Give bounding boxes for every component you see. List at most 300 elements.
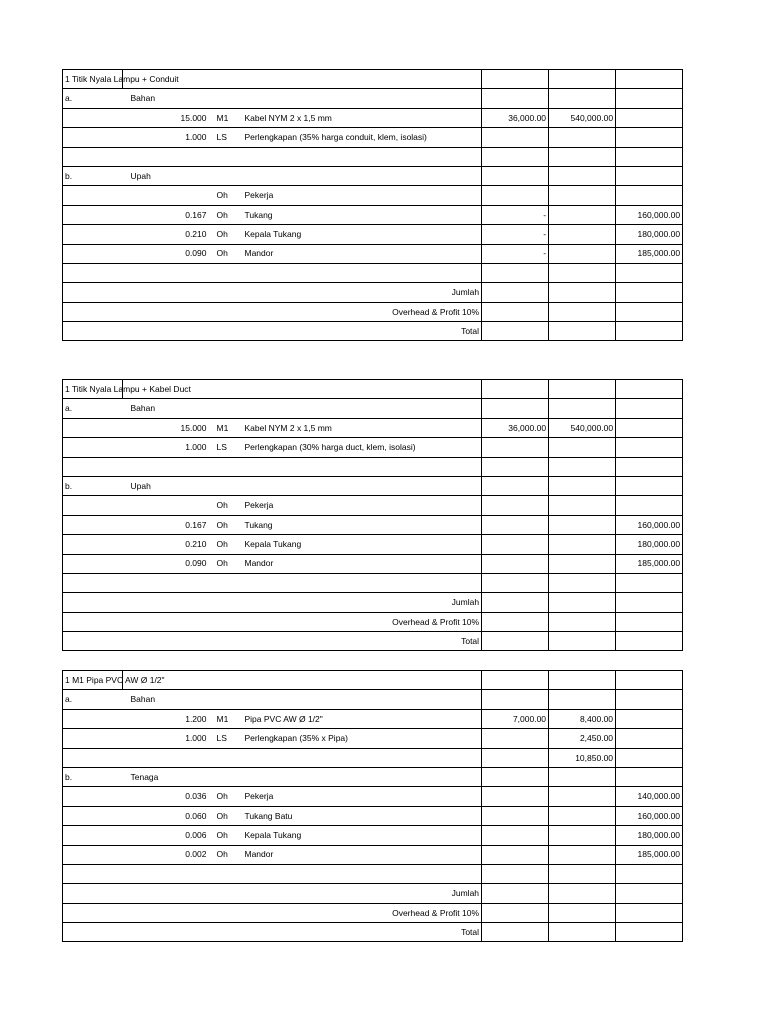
total-label-cell[interactable]: Overhead & Profit 10% [63,612,482,631]
category-cell[interactable] [129,573,153,592]
item-letter-cell[interactable] [63,108,129,127]
unit-cell[interactable]: M1 [209,108,243,127]
total-row [63,923,683,942]
description-cell[interactable]: Tukang [243,205,482,224]
section-title: 1 Titik Nyala Lampu + Conduit [65,73,179,84]
description-cell[interactable] [243,399,482,418]
quantity-cell[interactable] [153,147,209,166]
wage-cell[interactable]: 180,000.00 [616,225,683,244]
item-letter-cell[interactable]: b. [63,476,129,495]
wage-cell[interactable] [616,263,683,282]
wage-cell[interactable]: 185,000.00 [616,244,683,263]
description-cell[interactable]: Kepala Tukang [243,826,482,845]
item-letter-cell[interactable] [63,147,129,166]
unit-price-cell[interactable] [482,748,549,767]
description-cell[interactable]: Pekerja [243,186,482,205]
section-title-cell[interactable] [63,671,482,690]
description-cell[interactable] [243,748,482,767]
unit-price-cell[interactable]: - [482,225,549,244]
amount-cell[interactable] [549,89,616,108]
wage-cell[interactable]: 185,000.00 [616,554,683,573]
quantity-cell[interactable] [153,496,209,515]
quantity-cell[interactable] [153,263,209,282]
quantity-cell[interactable] [153,690,209,709]
amount-cell[interactable] [549,186,616,205]
empty-cell[interactable] [549,903,616,922]
empty-cell[interactable] [549,923,616,942]
wage-cell[interactable]: 180,000.00 [616,826,683,845]
empty-cell[interactable] [482,903,549,922]
description-cell[interactable] [243,263,482,282]
wage-cell[interactable] [616,147,683,166]
unit-cell[interactable]: LS [209,729,243,748]
category-cell[interactable] [129,748,153,767]
wage-cell[interactable]: 160,000.00 [616,205,683,224]
amount-cell[interactable] [549,263,616,282]
category-cell[interactable] [129,709,153,728]
description-cell[interactable] [243,166,482,185]
empty-cell[interactable] [482,322,549,341]
quantity-cell[interactable] [153,748,209,767]
unit-cell[interactable]: Oh [209,205,243,224]
quantity-cell[interactable]: 1.000 [153,438,209,457]
quantity-cell[interactable] [153,476,209,495]
quantity-cell[interactable]: 0.060 [153,806,209,825]
unit-price-cell[interactable] [482,690,549,709]
amount-cell[interactable]: 10,850.00 [549,748,616,767]
table-row [63,205,683,224]
quantity-cell[interactable] [153,166,209,185]
unit-cell[interactable]: Oh [209,186,243,205]
unit-cell[interactable]: Oh [209,826,243,845]
total-label-cell[interactable]: Overhead & Profit 10% [63,302,482,321]
amount-cell[interactable] [549,496,616,515]
amount-cell[interactable] [549,205,616,224]
unit-cell[interactable] [209,89,243,108]
quantity-cell[interactable]: 0.002 [153,845,209,864]
item-letter-cell[interactable] [63,826,129,845]
unit-cell[interactable]: LS [209,128,243,147]
unit-cell[interactable]: Oh [209,845,243,864]
quantity-cell[interactable]: 0.167 [153,515,209,534]
category-cell[interactable] [129,496,153,515]
wage-cell[interactable] [616,476,683,495]
description-cell[interactable] [243,89,482,108]
item-letter-cell[interactable] [63,244,129,263]
total-label-cell[interactable]: Jumlah [63,884,482,903]
category-cell[interactable] [129,108,153,127]
wage-cell[interactable] [616,418,683,437]
quantity-cell[interactable] [153,186,209,205]
wage-cell[interactable] [616,89,683,108]
unit-price-cell[interactable] [482,826,549,845]
item-letter-cell[interactable] [63,573,129,592]
item-letter-cell[interactable] [63,205,129,224]
item-letter-cell[interactable] [63,748,129,767]
wage-cell[interactable] [616,166,683,185]
category-cell[interactable] [129,515,153,534]
amount-cell[interactable] [549,767,616,786]
description-cell[interactable]: Tukang [243,515,482,534]
unit-cell[interactable] [209,147,243,166]
unit-price-cell[interactable] [482,166,549,185]
category-cell[interactable]: Bahan [129,690,153,709]
wage-cell[interactable] [616,748,683,767]
amount-cell[interactable] [549,690,616,709]
table-row [63,244,683,263]
empty-cell[interactable] [549,322,616,341]
total-row [63,283,683,302]
item-letter-cell[interactable] [63,225,129,244]
empty-cell[interactable] [549,70,616,89]
unit-price-cell[interactable] [482,535,549,554]
section-title-cell[interactable] [63,380,482,399]
description-cell[interactable] [243,767,482,786]
category-cell[interactable] [129,457,153,476]
item-letter-cell[interactable] [63,515,129,534]
empty-cell[interactable] [616,671,683,690]
amount-cell[interactable] [549,806,616,825]
category-cell[interactable] [129,438,153,457]
empty-cell[interactable] [616,612,683,631]
category-cell[interactable] [129,418,153,437]
wage-cell[interactable]: 140,000.00 [616,787,683,806]
wage-cell[interactable] [616,709,683,728]
item-letter-cell[interactable]: b. [63,767,129,786]
amount-cell[interactable] [549,457,616,476]
unit-cell[interactable]: Oh [209,225,243,244]
item-letter-cell[interactable]: a. [63,89,129,108]
empty-cell[interactable] [616,903,683,922]
unit-cell[interactable]: Oh [209,496,243,515]
empty-cell[interactable] [616,923,683,942]
empty-cell[interactable] [482,632,549,651]
unit-cell[interactable] [209,864,243,883]
wage-cell[interactable] [616,767,683,786]
unit-price-cell[interactable] [482,496,549,515]
unit-price-cell[interactable] [482,263,549,282]
quantity-cell[interactable] [153,864,209,883]
description-cell[interactable]: Pekerja [243,496,482,515]
unit-cell[interactable]: M1 [209,709,243,728]
empty-cell[interactable] [482,70,549,89]
item-letter-cell[interactable] [63,709,129,728]
description-cell[interactable]: Mandor [243,554,482,573]
category-cell[interactable] [129,729,153,748]
amount-cell[interactable] [549,476,616,495]
unit-cell[interactable]: Oh [209,244,243,263]
unit-cell[interactable]: Oh [209,806,243,825]
total-row [63,632,683,651]
table-row [63,186,683,205]
unit-cell[interactable] [209,457,243,476]
item-letter-cell[interactable] [63,457,129,476]
quantity-cell[interactable]: 1.000 [153,128,209,147]
item-letter-cell[interactable] [63,438,129,457]
category-cell[interactable] [129,845,153,864]
wage-cell[interactable] [616,496,683,515]
unit-cell[interactable] [209,767,243,786]
empty-cell[interactable] [549,612,616,631]
category-cell[interactable] [129,806,153,825]
total-label-cell[interactable]: Jumlah [63,593,482,612]
unit-cell[interactable] [209,166,243,185]
unit-cell[interactable] [209,748,243,767]
table-row [63,748,683,767]
empty-cell[interactable] [549,593,616,612]
total-label-cell[interactable]: Total [63,923,482,942]
empty-cell[interactable] [616,632,683,651]
amount-cell[interactable] [549,438,616,457]
item-letter-cell[interactable] [63,535,129,554]
amount-cell[interactable] [549,147,616,166]
unit-price-cell[interactable]: 36,000.00 [482,418,549,437]
unit-price-cell[interactable] [482,767,549,786]
empty-cell[interactable] [616,593,683,612]
empty-cell[interactable] [549,884,616,903]
quantity-cell[interactable]: 0.167 [153,205,209,224]
unit-price-cell[interactable] [482,573,549,592]
unit-cell[interactable] [209,690,243,709]
unit-price-cell[interactable] [482,457,549,476]
empty-cell[interactable] [482,380,549,399]
description-cell[interactable]: Mandor [243,244,482,263]
description-cell[interactable] [243,690,482,709]
wage-cell[interactable] [616,108,683,127]
description-cell[interactable] [243,147,482,166]
amount-cell[interactable] [549,166,616,185]
category-cell[interactable]: Bahan [129,399,153,418]
wage-cell[interactable] [616,729,683,748]
wage-cell[interactable]: 160,000.00 [616,515,683,534]
category-cell[interactable] [129,263,153,282]
item-letter-cell[interactable]: b. [63,166,129,185]
empty-cell[interactable] [549,671,616,690]
amount-cell[interactable] [549,225,616,244]
amount-cell[interactable]: 540,000.00 [549,108,616,127]
unit-cell[interactable] [209,573,243,592]
unit-price-cell[interactable] [482,89,549,108]
quantity-cell[interactable]: 15.000 [153,418,209,437]
empty-cell[interactable] [549,632,616,651]
total-row [63,593,683,612]
quantity-cell[interactable] [153,573,209,592]
empty-cell[interactable] [549,380,616,399]
category-cell[interactable]: Bahan [129,89,153,108]
unit-price-cell[interactable] [482,845,549,864]
category-cell[interactable]: Tenaga [129,767,153,786]
category-cell[interactable] [129,554,153,573]
amount-cell[interactable]: 8,400.00 [549,709,616,728]
amount-cell[interactable] [549,244,616,263]
wage-cell[interactable]: 185,000.00 [616,845,683,864]
unit-cell[interactable]: LS [209,438,243,457]
quantity-cell[interactable]: 0.006 [153,826,209,845]
amount-cell[interactable] [549,826,616,845]
amount-cell[interactable] [549,573,616,592]
category-cell[interactable]: Upah [129,476,153,495]
unit-price-cell[interactable]: - [482,205,549,224]
item-letter-cell[interactable] [63,418,129,437]
wage-cell[interactable]: 180,000.00 [616,535,683,554]
item-letter-cell[interactable]: a. [63,690,129,709]
empty-cell[interactable] [616,322,683,341]
amount-cell[interactable] [549,845,616,864]
quantity-cell[interactable] [153,767,209,786]
unit-cell[interactable]: Oh [209,554,243,573]
item-letter-cell[interactable] [63,806,129,825]
description-cell[interactable]: Kabel NYM 2 x 1,5 mm [243,418,482,437]
total-label-cell[interactable]: Total [63,632,482,651]
unit-cell[interactable]: Oh [209,515,243,534]
quantity-cell[interactable]: 0.036 [153,787,209,806]
description-cell[interactable]: Perlengkapan (30% harga duct, klem, isolasi) [243,438,482,457]
item-letter-cell[interactable] [63,263,129,282]
quantity-cell[interactable] [153,399,209,418]
unit-cell[interactable] [209,263,243,282]
item-letter-cell[interactable] [63,864,129,883]
empty-cell[interactable] [616,380,683,399]
amount-cell[interactable] [549,535,616,554]
description-cell[interactable]: Kepala Tukang [243,225,482,244]
empty-cell[interactable] [616,302,683,321]
description-cell[interactable]: Perlengkapan (35% x Pipa) [243,729,482,748]
unit-price-cell[interactable] [482,864,549,883]
category-cell[interactable] [129,225,153,244]
unit-price-cell[interactable]: - [482,244,549,263]
amount-cell[interactable] [549,399,616,418]
empty-cell[interactable] [482,671,549,690]
category-cell[interactable] [129,787,153,806]
table-row [63,709,683,728]
unit-price-cell[interactable] [482,515,549,534]
quantity-cell[interactable]: 0.090 [153,244,209,263]
description-cell[interactable] [243,476,482,495]
category-cell[interactable] [129,244,153,263]
wage-cell[interactable] [616,438,683,457]
amount-cell[interactable] [549,515,616,534]
empty-cell[interactable] [616,70,683,89]
description-cell[interactable]: Pekerja [243,787,482,806]
description-cell[interactable] [243,457,482,476]
wage-cell[interactable] [616,690,683,709]
description-cell[interactable]: Perlengkapan (35% harga conduit, klem, isolasi) [243,128,482,147]
amount-cell[interactable]: 540,000.00 [549,418,616,437]
quantity-cell[interactable]: 0.090 [153,554,209,573]
unit-cell[interactable] [209,476,243,495]
category-cell[interactable] [129,205,153,224]
quantity-cell[interactable]: 0.210 [153,535,209,554]
item-letter-cell[interactable] [63,496,129,515]
category-cell[interactable] [129,186,153,205]
wage-cell[interactable] [616,457,683,476]
quantity-cell[interactable]: 0.210 [153,225,209,244]
quantity-cell[interactable] [153,457,209,476]
wage-cell[interactable] [616,399,683,418]
description-cell[interactable]: Tukang Batu [243,806,482,825]
empty-cell[interactable] [616,884,683,903]
description-cell[interactable]: Kepala Tukang [243,535,482,554]
wage-cell[interactable] [616,573,683,592]
item-letter-cell[interactable] [63,845,129,864]
empty-cell[interactable] [549,283,616,302]
total-row [63,903,683,922]
unit-cell[interactable]: M1 [209,418,243,437]
category-cell[interactable] [129,864,153,883]
description-cell[interactable] [243,573,482,592]
unit-cell[interactable]: Oh [209,535,243,554]
unit-price-cell[interactable] [482,128,549,147]
amount-cell[interactable]: 2,450.00 [549,729,616,748]
section-title-cell[interactable] [63,70,482,89]
category-cell[interactable]: Upah [129,166,153,185]
wage-cell[interactable] [616,864,683,883]
empty-cell[interactable] [616,283,683,302]
wage-cell[interactable]: 160,000.00 [616,806,683,825]
description-cell[interactable]: Kabel NYM 2 x 1,5 mm [243,108,482,127]
unit-cell[interactable] [209,399,243,418]
wage-cell[interactable] [616,128,683,147]
quantity-cell[interactable]: 15.000 [153,108,209,127]
description-cell[interactable]: Mandor [243,845,482,864]
empty-cell[interactable] [482,884,549,903]
description-cell[interactable] [243,864,482,883]
item-letter-cell[interactable] [63,186,129,205]
unit-price-cell[interactable] [482,186,549,205]
description-cell[interactable]: Pipa PVC AW Ø 1/2" [243,709,482,728]
wage-cell[interactable] [616,186,683,205]
quantity-cell[interactable]: 1.000 [153,729,209,748]
unit-price-cell[interactable] [482,438,549,457]
amount-cell[interactable] [549,787,616,806]
unit-price-cell[interactable]: 7,000.00 [482,709,549,728]
empty-cell[interactable] [482,923,549,942]
total-label-cell[interactable]: Overhead & Profit 10% [63,903,482,922]
item-letter-cell[interactable] [63,554,129,573]
unit-price-cell[interactable]: 36,000.00 [482,108,549,127]
quantity-cell[interactable]: 1.200 [153,709,209,728]
category-cell[interactable] [129,826,153,845]
item-letter-cell[interactable] [63,128,129,147]
item-letter-cell[interactable] [63,787,129,806]
unit-price-cell[interactable] [482,399,549,418]
empty-cell[interactable] [482,283,549,302]
item-letter-cell[interactable] [63,729,129,748]
amount-cell[interactable] [549,128,616,147]
empty-cell[interactable] [549,302,616,321]
category-cell[interactable] [129,535,153,554]
unit-price-cell[interactable] [482,806,549,825]
total-label-cell[interactable]: Jumlah [63,283,482,302]
category-cell[interactable] [129,147,153,166]
unit-cell[interactable]: Oh [209,787,243,806]
amount-cell[interactable] [549,864,616,883]
unit-price-cell[interactable] [482,787,549,806]
unit-price-cell[interactable] [482,476,549,495]
empty-cell[interactable] [482,612,549,631]
empty-cell[interactable] [482,593,549,612]
unit-price-cell[interactable] [482,554,549,573]
quantity-cell[interactable] [153,89,209,108]
empty-cell[interactable] [482,302,549,321]
table-row [63,89,683,108]
amount-cell[interactable] [549,554,616,573]
category-cell[interactable] [129,128,153,147]
unit-price-cell[interactable] [482,729,549,748]
unit-price-cell[interactable] [482,147,549,166]
total-label-cell[interactable]: Total [63,322,482,341]
item-letter-cell[interactable]: a. [63,399,129,418]
